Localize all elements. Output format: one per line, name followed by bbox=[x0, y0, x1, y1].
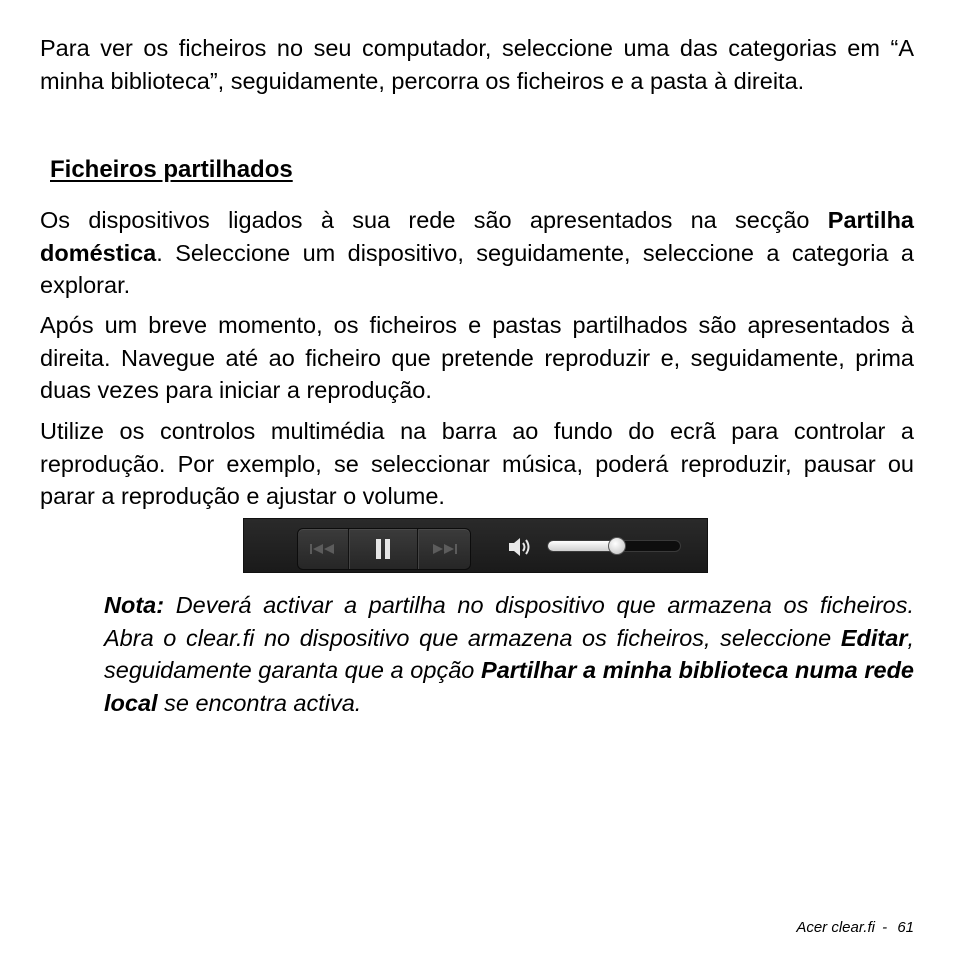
volume-slider[interactable] bbox=[547, 540, 681, 552]
p1-bold-home-share: Partilha doméstica bbox=[40, 207, 914, 266]
volume-slider-fill bbox=[548, 541, 617, 551]
page-number: 61 bbox=[897, 919, 914, 936]
volume-button[interactable] bbox=[507, 535, 533, 559]
footer-separator: - bbox=[882, 919, 888, 936]
note-text-a: Deverá activar a partilha no dispositivo que armazena os ficheiros. Abra o clear.fi no dispositivo que armazena os ficheiros, seleccione bbox=[104, 592, 914, 651]
pause-button[interactable] bbox=[349, 529, 418, 569]
note-text-c: , seguidamente garanta que a opção bbox=[104, 624, 914, 683]
p1-text-a: Os dispositivos ligados à sua rede são apresentados na secção bbox=[40, 207, 828, 233]
previous-button[interactable] bbox=[298, 529, 349, 569]
p1-text-c: . Seleccione um dispositivo, seguidamente, seleccione a categoria a explorar. bbox=[40, 239, 914, 298]
volume-slider-knob[interactable] bbox=[608, 537, 626, 555]
note-bold-edit: Editar bbox=[840, 624, 908, 651]
media-control-bar bbox=[243, 518, 708, 573]
paragraph-media-controls: Utilize os controlos multimédia na barra ao fundo do ecrã para controlar a reprodução. Por exemplo, se seleccionar música, poderá reproduzir, pausar ou parar a reprodução e ajustar o volume. bbox=[40, 418, 914, 509]
playback-button-group bbox=[297, 528, 471, 570]
note-label: Nota: bbox=[104, 592, 165, 618]
page-footer bbox=[796, 918, 914, 938]
next-track-icon bbox=[431, 543, 457, 555]
note-paragraph bbox=[104, 589, 914, 719]
intro-paragraph: Para ver os ficheiros no seu computador, seleccione uma das categorias em “A minha biblioteca”, seguidamente, percorra os ficheiros e a pasta à direita. bbox=[40, 35, 914, 94]
speaker-volume-icon bbox=[507, 535, 533, 559]
note-bold-share-option: Partilhar a minha biblioteca numa rede local bbox=[104, 657, 914, 716]
note-text-e: se encontra activa. bbox=[157, 689, 362, 716]
section-heading: Ficheiros partilhados bbox=[50, 156, 293, 183]
pause-icon bbox=[375, 538, 391, 560]
paragraph-shared-devices bbox=[40, 204, 914, 302]
footer-title: Acer clear.fi bbox=[796, 919, 875, 936]
next-button[interactable] bbox=[418, 529, 470, 569]
paragraph-browse-files: Após um breve momento, os ficheiros e pastas partilhados são apresentados à direita. Navegue até ao ficheiro que pretende reproduzir e, seguidamente, prima duas vezes para iniciar a reprodução. bbox=[40, 312, 914, 403]
previous-track-icon bbox=[310, 543, 336, 555]
